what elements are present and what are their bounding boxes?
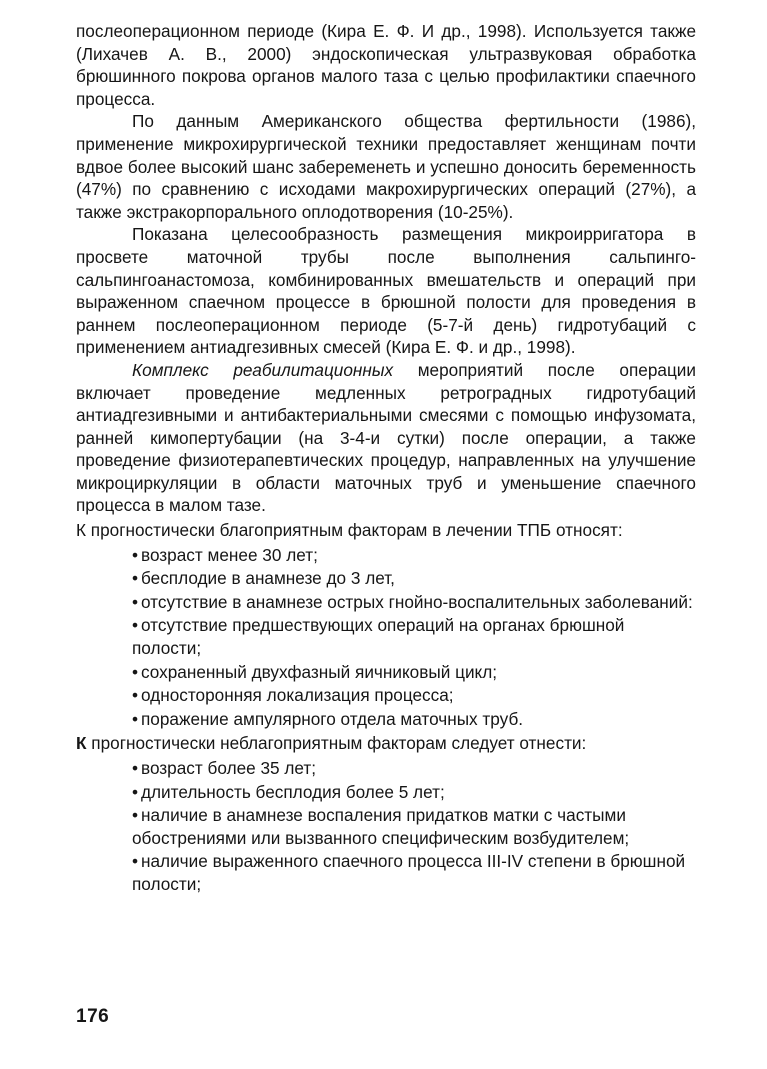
bullet-icon: • — [132, 781, 139, 802]
list-item — [132, 781, 696, 804]
list-item — [132, 804, 696, 849]
bullet-icon: • — [132, 568, 139, 589]
unfavorable-factors-list — [132, 757, 696, 896]
favorable-factors-list — [132, 544, 696, 731]
bullet-icon: • — [132, 851, 139, 872]
paragraph-2: По данным Американского общества фертильности (1986), применение микрохирургической техники предоставляет женщинам почти вдвое более высокий шанс забеременеть и успешно доносить беременность (47%) по сравнению с исходами макрохирургических операций (27%), а также экстракорпорального оплодотворения (10-25%). — [76, 111, 696, 222]
page-body — [76, 20, 696, 898]
list-item-text: длительность бесплодия более 5 лет; — [141, 781, 445, 802]
paragraph-4: Комплекс реабилитационных мероприятий после операции включает проведение медленных ретроградных гидротубаций антиадгезивными и антибактериальными смесями с помощью инфузомата, ранней кимопертубации (на 3-4-и сутки) после операции, а также проведение физиотерапевтических процедур, направленных на улучшение микроциркуляции в области маточных труб и уменьшение спаечного процесса в малом тазе. — [76, 359, 696, 516]
bullet-icon: • — [132, 708, 139, 729]
bullet-icon: • — [132, 685, 139, 706]
paragraph-4-emphasis: Комплекс реабилитационных — [132, 359, 394, 380]
list-item-text: наличие в анамнезе воспаления придатков матки с частыми обострениями или вызванного специфическим возбудителем; — [132, 805, 630, 848]
list-item — [132, 708, 696, 731]
bullet-icon: • — [132, 591, 139, 612]
list-item-text: односторонняя локализация процесса; — [141, 685, 454, 706]
unfavorable-lead-text: прогностически неблагоприятным факторам следует отнести: — [86, 733, 587, 754]
bullet-icon: • — [132, 661, 139, 682]
page-number: 176 — [76, 1006, 110, 1027]
bullet-icon: • — [132, 615, 139, 636]
list-item — [132, 850, 696, 895]
list-item-text: бесплодие в анамнезе до 3 лет, — [141, 568, 395, 589]
list-item-text: поражение ампулярного отдела маточных труб. — [141, 708, 524, 729]
bullet-icon: • — [132, 805, 139, 826]
list-item — [132, 661, 696, 684]
list-item — [132, 684, 696, 707]
list-item — [132, 591, 696, 614]
list-item-text: отсутствие в анамнезе острых гнойно-воспалительных заболеваний: — [141, 591, 693, 612]
paragraph-3: Показана целесообразность размещения микроирригатора в просвете маточной трубы после выполнения сальпинго-сальпингоанастомоза, комбинированных вмешательств и операций при выраженном спаечном процессе в брюшной полости для проведения в раннем послеоперационном периоде (5-7-й день) гидротубаций с применением антиадгезивных смесей (Кира Е. Ф. и др., 1998). — [76, 224, 696, 358]
list-item — [132, 614, 696, 659]
favorable-factors-lead: К прогностически благоприятным факторам в лечении ТПБ относят: — [76, 520, 623, 541]
list-item-text: отсутствие предшествующих операций на органах брюшной полости; — [132, 615, 625, 659]
list-item — [132, 757, 696, 780]
bullet-icon: • — [132, 544, 139, 565]
list-item — [132, 544, 696, 567]
list-item — [132, 567, 696, 590]
list-item-text: возраст более 35 лет; — [141, 758, 317, 778]
list-item-text: наличие выраженного спаечного процесса III-IV степени в брюшной полости; — [132, 851, 686, 894]
list-item-text: возраст менее 30 лет; — [141, 544, 318, 565]
bullet-icon: • — [132, 758, 139, 778]
paragraph-1: послеоперационном периоде (Кира Е. Ф. И др., 1998). Используется также (Лихачев А. В., 2000) эндоскопическая ультразвуковая обработка брюшинного покрова органов малого таза с целью профилактики спаечного процесса. — [76, 21, 696, 109]
unfavorable-lead-initial: К — [76, 733, 87, 754]
list-item-text: сохраненный двухфазный яичниковый цикл; — [141, 661, 498, 682]
unfavorable-factors-lead — [76, 732, 696, 755]
